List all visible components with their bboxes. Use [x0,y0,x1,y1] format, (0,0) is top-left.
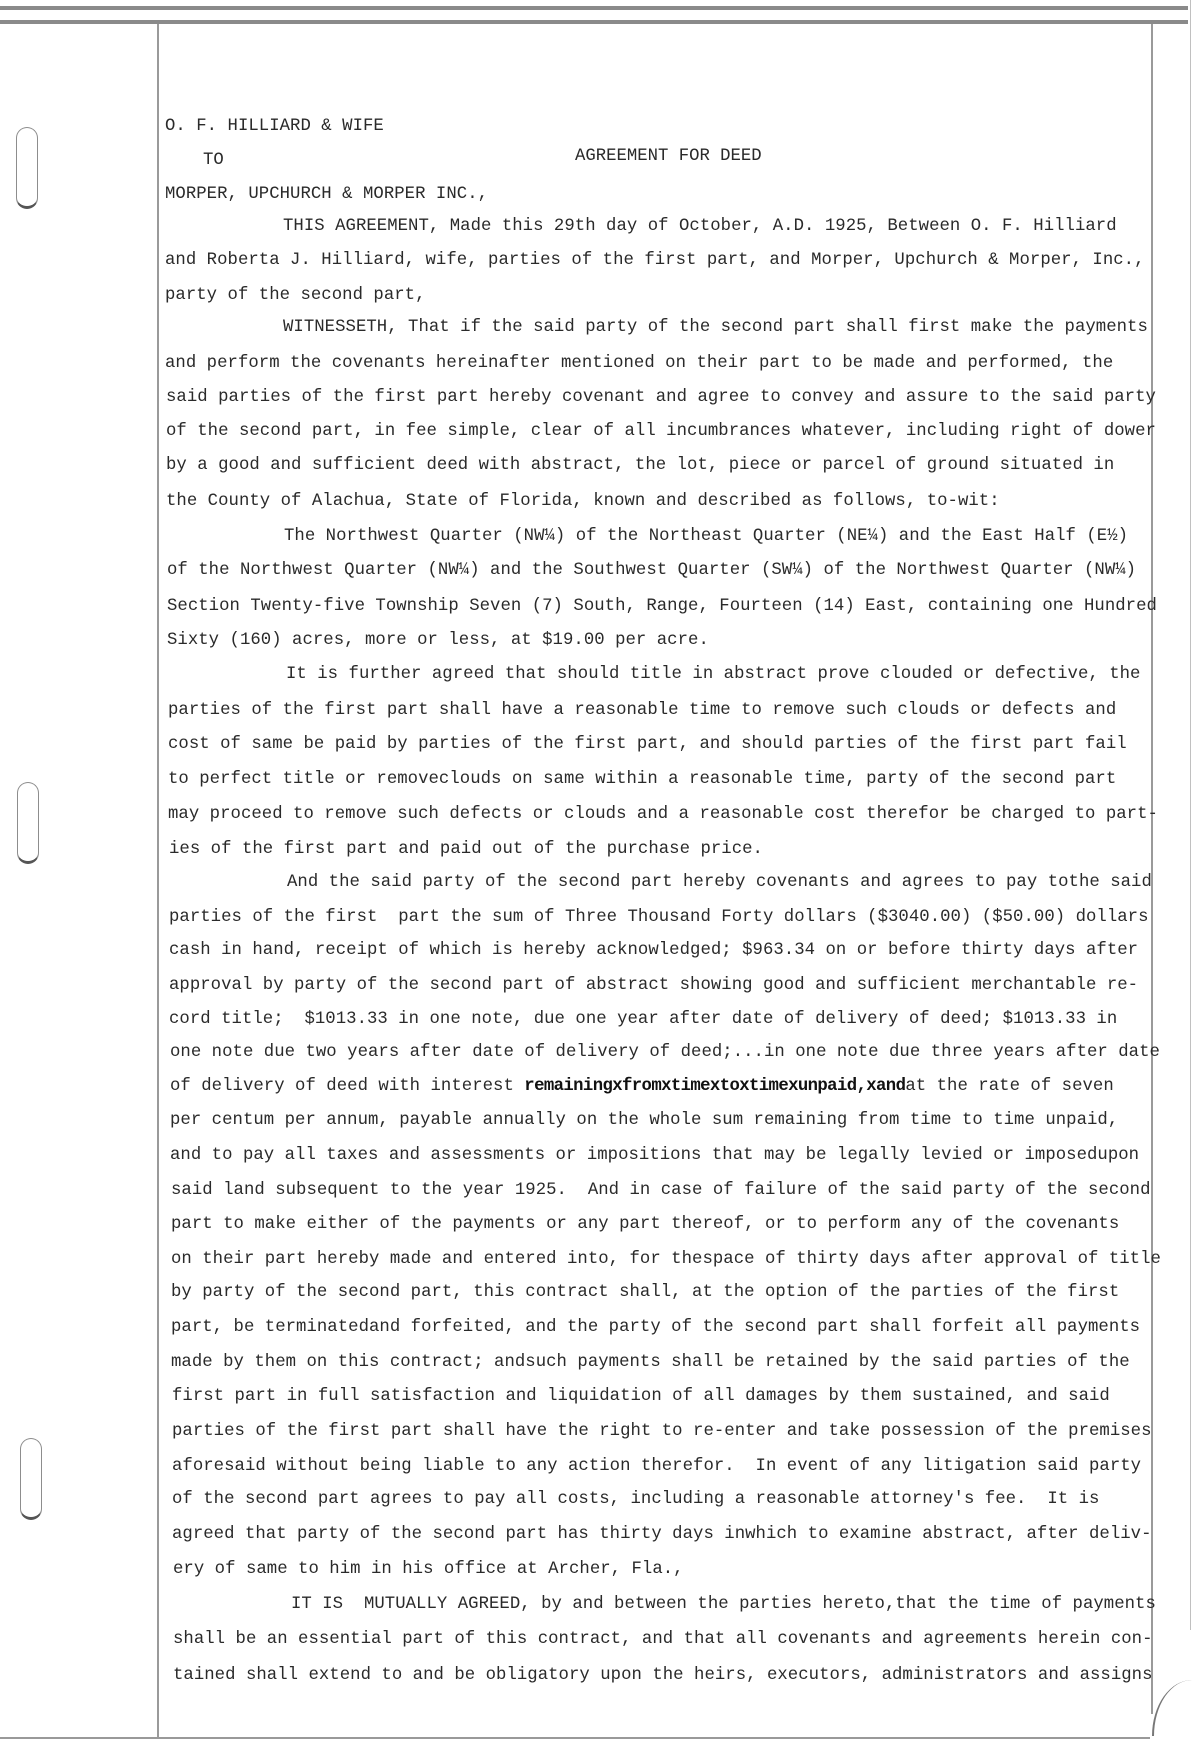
payment-line: one note due two years after date of delivery of deed;...in one note due three years after date [170,1043,1160,1062]
text-line: and perform the covenants hereinafter mentioned on their part to be made and performed, the [165,354,1114,373]
text-line: said parties of the first part hereby covenant and agree to convey and assure to the said party [166,388,1156,407]
text-line: party of the second part, [165,286,426,305]
payment-line: parties of the first part the sum of Three Thousand Forty dollars ($3040.00) ($50.00) dollars [169,908,1149,927]
text-line: THIS AGREEMENT, Made this 29th day of October, A.D. 1925, Between O. F. Hilliard [283,217,1117,236]
text-line: to perfect title or removeclouds on same within a reasonable time, party of the second part [168,770,1117,789]
text-line: It is further agreed that should title in abstract prove clouded or defective, the [286,665,1141,684]
left-margin-rule [157,24,159,1737]
text-line: first part in full satisfaction and liquidation of all damages by them sustained, and said [172,1387,1110,1406]
text-line: and to pay all taxes and assessments or impositions that may be legally levied or imposedupon [170,1146,1140,1165]
text-line: part, be terminatedand forfeited, and the party of the second part shall forfeit all payments [171,1318,1141,1337]
text-line: of the second part agrees to pay all costs, including a reasonable attorney's fee. It is [172,1490,1100,1509]
payment-line: And the said party of the second part hereby covenants and agrees to pay tothe said [287,873,1152,892]
payment-line: cord title; $1013.33 in one note, due one year after date of delivery of deed; $1013.33 in [169,1010,1118,1029]
text-line: parties of the first part shall have a reasonable time to remove such clouds or defects and [168,701,1117,720]
payment-line: cash in hand, receipt of which is hereby acknowledged; $963.34 on or before thirty days after [169,941,1139,960]
struck-out-text: remainingxfromxtimextoxtimexunpaid,xand [524,1077,906,1096]
text-line: on their part hereby made and entered into, for thespace of thirty days after approval of title [171,1250,1161,1269]
legal-description-line: Sixty (160) acres, more or less, at $19.00 per acre. [167,631,709,650]
top-double-rule-2 [0,20,1188,24]
text-line: cost of same be paid by parties of the first part, and should parties of the first part fail [168,735,1127,754]
text-line: of the second part, in fee simple, clear of all incumbrances whatever, including right of dower [166,422,1156,441]
text-line: may proceed to remove such defects or clouds and a reasonable cost therefor be charged to part- [168,805,1158,824]
text-line: ery of same to him in his office at Archer, Fla., [173,1560,684,1579]
text-line: by party of the second part, this contract shall, at the option of the parties of the first [171,1283,1120,1302]
text-line: the County of Alachua, State of Florida, known and described as follows, to-wit: [166,492,1000,511]
text-line: parties of the first part shall have the right to re-enter and take possession of the premises [172,1422,1152,1441]
binder-hole-3 [20,1438,42,1520]
text-line: agreed that party of the second part has thirty days inwhich to examine abstract, after deliv- [172,1525,1152,1544]
text-line: and Roberta J. Hilliard, wife, parties of the first part, and Morper, Upchurch & Morper, Inc., [165,251,1145,270]
text-line: per centum per annum, payable annually on the whole sum remaining from time to time unpaid, [170,1111,1119,1130]
legal-description-line: The Northwest Quarter (NW¼) of the Northeast Quarter (NE¼) and the East Half (E½) [284,527,1129,546]
right-margin-rule [1151,24,1153,1714]
binder-hole-2 [17,782,39,864]
document-title: AGREEMENT FOR DEED [575,147,762,166]
text-line: said land subsequent to the year 1925. And in case of failure of the said party of the second [171,1181,1151,1200]
text-line: made by them on this contract; andsuch payments shall be retained by the said parties of the [171,1353,1130,1372]
to-heading: TO [203,151,224,170]
text-line: WITNESSETH, That if the said party of the second part shall first make the payments [283,318,1148,337]
interest-line: of delivery of deed with interest remainingxfromxtimextoxtimexunpaid,xandat the rate of seven [170,1077,1114,1096]
page-curl [1152,1680,1194,1736]
mutual-agreement-line: shall be an essential part of this contract, and that all covenants and agreements herein con- [173,1630,1153,1649]
text-line: aforesaid without being liable to any action therefor. In event of any litigation said party [172,1457,1142,1476]
binder-hole-1 [16,127,38,209]
payment-line: approval by party of the second part of abstract showing good and sufficient merchantable re- [169,976,1139,995]
top-double-rule-1 [0,6,1188,10]
legal-description-line: of the Northwest Quarter (NW¼) and the Southwest Quarter (SW¼) of the Northwest Quarter (NW¼) [167,561,1137,580]
text-line: by a good and sufficient deed with abstract, the lot, piece or parcel of ground situated in [166,456,1115,475]
mutual-agreement-line: tained shall extend to and be obligatory upon the heirs, executors, administrators and assigns [173,1666,1153,1685]
grantee-heading: MORPER, UPCHURCH & MORPER INC., [165,185,489,204]
page-edge [1190,0,1191,1630]
text-line: part to make either of the payments or any part thereof, or to perform any of the covenants [171,1215,1120,1234]
text-line: ies of the first part and paid out of the purchase price. [169,840,763,859]
legal-description-line: Section Twenty-five Township Seven (7) South, Range, Fourteen (14) East, containing one Hundred [167,597,1157,616]
bottom-rule [0,1737,1150,1739]
grantor-heading: O. F. HILLIARD & WIFE [165,117,384,136]
mutual-agreement-line: IT IS MUTUALLY AGREED, by and between the parties hereto,that the time of payments [291,1595,1156,1614]
